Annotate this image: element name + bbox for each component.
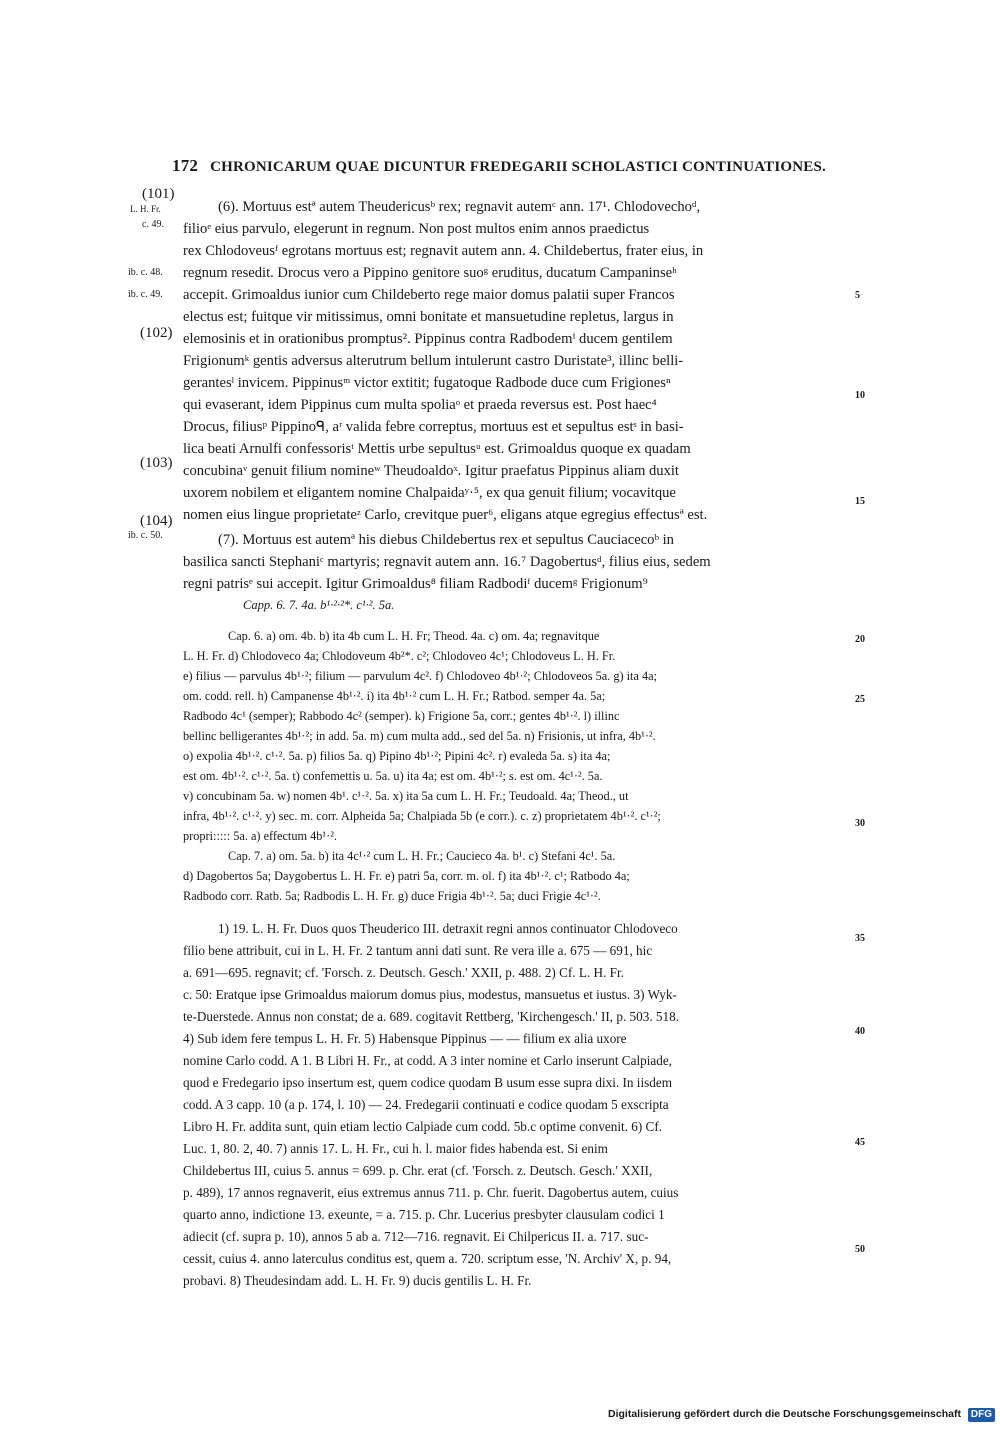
margin-source-ib48: ib. c. 48.: [128, 267, 163, 278]
line-number-5: 5: [855, 290, 860, 301]
main-text-line: elemosinis et in orationibus promptus². Pippinus contra Radbodemⁱ ducem gentilem: [183, 331, 673, 347]
apparatus-line: est om. 4b¹·². c¹·². 5a. t) confemettis u. 5a. u) ita 4a; est om. 4b¹·²; s. est om. 4c¹·². 5a.: [183, 769, 603, 783]
main-text-line: uxorem nobilem et eligantem nomine Chalpaidaʸ·⁵, ex qua genuit filium; vocavitque: [183, 485, 676, 501]
footnote-line: nomine Carlo codd. A 1. B Libri H. Fr., at codd. A 3 inter nomine et Carlo inserunt Calpiade,: [183, 1053, 672, 1068]
running-header: [172, 156, 852, 180]
margin-source-c49: c. 49.: [142, 219, 164, 230]
main-text-line: nomen eius lingue proprietateᶻ Carlo, crevitque puer⁶, eligans atque egregius effectusª est.: [183, 507, 708, 523]
digitization-credit: [608, 1408, 995, 1422]
main-text-line: regnum resedit. Drocus vero a Pippino genitore suoᵍ eruditus, ducatum Campaninseʰ: [183, 265, 677, 281]
main-text-line: regni patrisᵉ sui accepit. Igitur Grimoaldus⁸ filiam Radbodiᶠ ducemᵍ Frigionum⁹: [183, 576, 648, 592]
line-number-20: 20: [855, 634, 865, 645]
line-number-45: 45: [855, 1137, 865, 1148]
apparatus-line: L. H. Fr. d) Chlodoveco 4a; Chlodoveum 4b²*. c²; Chlodoveo 4c¹; Chlodoveus L. H. Fr.: [183, 649, 616, 663]
line-number-40: 40: [855, 1026, 865, 1037]
main-text-line: accepit. Grimoaldus iunior cum Childeberto rege maior domus palatii super Francos: [183, 287, 675, 303]
apparatus-line: e) filius — parvulus 4b¹·²; filium — parvulum 4c². f) Chlodoveo 4b¹·²; Chlodoveos 5a. g) ita 4a;: [183, 669, 658, 683]
apparatus-line: d) Dagobertos 5a; Daygobertus L. H. Fr. e) patri 5a, corr. m. ol. f) ita 4b¹·². c¹; Ratbodo 4a;: [183, 869, 630, 883]
main-text-line: Frigionumᵏ gentis adversus alterutrum bellum intulerunt castro Duristate³, illinc belli-: [183, 353, 684, 369]
apparatus-line: o) expolia 4b¹·². c¹·². 5a. p) filios 5a. q) Pipino 4b¹·²; Pipini 4c². r) evaleda 5a. s) ita 4a;: [183, 749, 611, 763]
main-text-line: rex Chlodoveusᶠ egrotans mortuus est; regnavit autem ann. 4. Childebertus, frater eius, in: [183, 243, 704, 259]
main-text-line: basilica sancti Stephaniᶜ martyris; regnavit autem ann. 16.⁷ Dagobertusᵈ, filius eius, sedem: [183, 554, 711, 570]
line-number-10: 10: [855, 390, 865, 401]
main-text-line: filioᵉ eius parvulo, elegerunt in regnum. Non post multos enim annos praedictus: [183, 221, 650, 237]
main-text-line: concubinaᵛ genuit filium nomineʷ Theudoaldoˣ. Igitur praefatus Pippinus aliam duxit: [183, 463, 679, 479]
apparatus-line: infra, 4b¹·². c¹·². y) sec. m. corr. Alpheida 5a; Chalpiada 5b (e corr.). c. z) proprietatem 4b¹·². c¹·²;: [183, 809, 661, 823]
dfg-logo: DFG: [968, 1408, 995, 1422]
footnote-line: quod e Fredegario ipso insertum est, quem codice quodam B usum esse supra dixi. In iisdem: [183, 1075, 672, 1090]
margin-source-lhfr: L. H. Fr.: [130, 204, 161, 214]
footnote-line: a. 691—695. regnavit; cf. 'Forsch. z. Deutsch. Gesch.' XXII, p. 488. 2) Cf. L. H. Fr.: [183, 965, 624, 980]
footnote-line: probavi. 8) Theudesindam add. L. H. Fr. 9) ducis gentilis L. H. Fr.: [183, 1273, 532, 1288]
footnote-line: quarto anno, indictione 13. exeunte, = a. 715. p. Chr. Lucerius presbyter clausulam codici 1: [183, 1207, 665, 1222]
apparatus-line: propri::::: 5a. a) effectum 4b¹·².: [183, 829, 337, 843]
section-marker-102: (102): [140, 325, 173, 341]
page-number: 172: [172, 156, 199, 175]
section-marker-103: (103): [140, 455, 173, 471]
main-text-line: gerantesˡ invicem. Pippinusᵐ victor extitit; fugatoque Radbode duce cum Frigionesⁿ: [183, 375, 671, 391]
apparatus-line: v) concubinam 5a. w) nomen 4b¹. c¹·². 5a. x) ita 5a cum L. H. Fr.; Teudoald. 4a; Theod., ut: [183, 789, 629, 803]
footnote-line: te-Duerstede. Annus non constat; de a. 689. cogitavit Rettberg, 'Kirchengesch.' II, p. 503. 518.: [183, 1009, 679, 1024]
line-number-30: 30: [855, 818, 865, 829]
footnote-line: cessit, cuius 4. anno laterculus conditus est, quem a. 720. scriptum esse, 'N. Archiv' X, p. 94,: [183, 1251, 672, 1266]
line-number-50: 50: [855, 1244, 865, 1255]
footnote-line: Childebertus III, cuius 5. annus = 699. p. Chr. erat (cf. 'Forsch. z. Deutsch. Gesch.' XXII,: [183, 1163, 653, 1178]
apparatus-line: om. codd. rell. h) Campanense 4b¹·². i) ita 4b¹·² cum L. H. Fr.; Ratbod. semper 4a. 5a;: [183, 689, 606, 703]
main-text-line: lica beati Arnulfi confessorisᵗ Mettis urbe sepultusᵘ est. Grimoaldus quoque ex quadam: [183, 441, 691, 457]
footnote-line: Libro H. Fr. addita sunt, quin etiam lectio Calpiade cum codd. 5b.c optime convenit. 6) Cf.: [183, 1119, 663, 1134]
footnote-line: filio bene attribuit, cui in L. H. Fr. 2 tantum anni dati sunt. Re vera ille a. 675 — 691, hic: [183, 943, 653, 958]
main-text-line: (7). Mortuus est autemª his diebus Childebertus rex et sepultus Cauciacecoᵇ in: [218, 532, 674, 548]
credit-text: Digitalisierung gefördert durch die Deutsche Forschungsgemeinschaft: [608, 1408, 961, 1420]
margin-source-ib49: ib. c. 49.: [128, 289, 163, 300]
running-title: CHRONICARUM QUAE DICUNTUR FREDEGARII SCHOLASTICI CONTINUATIONES.: [210, 159, 826, 175]
footnote-line: adiecit (cf. supra p. 10), annos 5 ab a. 712—716. regnavit. Ei Chilpericus II. a. 717. suc-: [183, 1229, 649, 1244]
main-text-line: (6). Mortuus estª autem Theudericusᵇ rex; regnavit autemᶜ ann. 17¹. Chlodovechoᵈ,: [218, 199, 701, 215]
margin-source-ib50: ib. c. 50.: [128, 530, 163, 541]
line-number-15: 15: [855, 496, 865, 507]
footnote-line: c. 50: Eratque ipse Grimoaldus maiorum domus pius, modestus, mansuetus et iustus. 3) Wyk-: [183, 987, 677, 1002]
footnote-line: 1) 19. L. H. Fr. Duos quos Theuderico III. detraxit regni annos continuator Chlodoveco: [218, 921, 678, 936]
footnote-line: codd. A 3 capp. 10 (a p. 174, l. 10) — 24. Fredegarii continuati e codice quodam 5 exscripta: [183, 1097, 669, 1112]
footnote-line: 4) Sub idem fere tempus L. H. Fr. 5) Habensque Pippinus — — filium ex alia uxore: [183, 1031, 627, 1046]
footnote-line: p. 489), 17 annos regnaverit, eius extremus annus 711. p. Chr. fuerit. Dagobertus autem, cuius: [183, 1185, 679, 1200]
main-text-line: qui evaserant, idem Pippinus cum multa spoliaᵒ et praeda reversus est. Post haec⁴: [183, 397, 657, 413]
footnote-line: Luc. 1, 80. 2, 40. 7) annis 17. L. H. Fr., cui h. l. maior fides habenda est. Si enim: [183, 1141, 608, 1156]
line-number-25: 25: [855, 694, 865, 705]
apparatus-line: Radbodo 4c¹ (semper); Rabbodo 4c² (semper). k) Frigione 5a, corr.; gentes 4b¹·². l) illinc: [183, 709, 620, 723]
main-text-line: electus est; fuitque vir mitissimus, omni bonitate et mansuetudine repletus, largus in: [183, 309, 674, 325]
section-marker-104: (104): [140, 513, 173, 529]
apparatus-line: Radbodo corr. Ratb. 5a; Radbodis L. H. Fr. g) duce Frigia 4b¹·². 5a; duci Frigie 4c¹·².: [183, 889, 601, 903]
apparatus-line: bellinc belligerantes 4b¹·²; in add. 5a. m) cum multa add., sed del 5a. n) Frisionis, ut infra, 4b¹·².: [183, 729, 656, 743]
apparatus-line: Cap. 6. a) om. 4b. b) ita 4b cum L. H. Fr; Theod. 4a. c) om. 4a; regnavitque: [228, 629, 600, 643]
section-marker-101: (101): [142, 186, 175, 202]
main-text-line: Drocus, filiusᵖ Pippinoᑫ, aʳ valida febre correptus, mortuus est et sepultus estˢ in basi-: [183, 419, 684, 435]
manuscript-sigla: Capp. 6. 7. 4a. b¹·²·²*. c¹·². 5a.: [243, 598, 395, 612]
line-number-35: 35: [855, 933, 865, 944]
apparatus-line: Cap. 7. a) om. 5a. b) ita 4c¹·² cum L. H. Fr.; Caucieco 4a. b¹. c) Stefani 4c¹. 5a.: [228, 849, 616, 863]
